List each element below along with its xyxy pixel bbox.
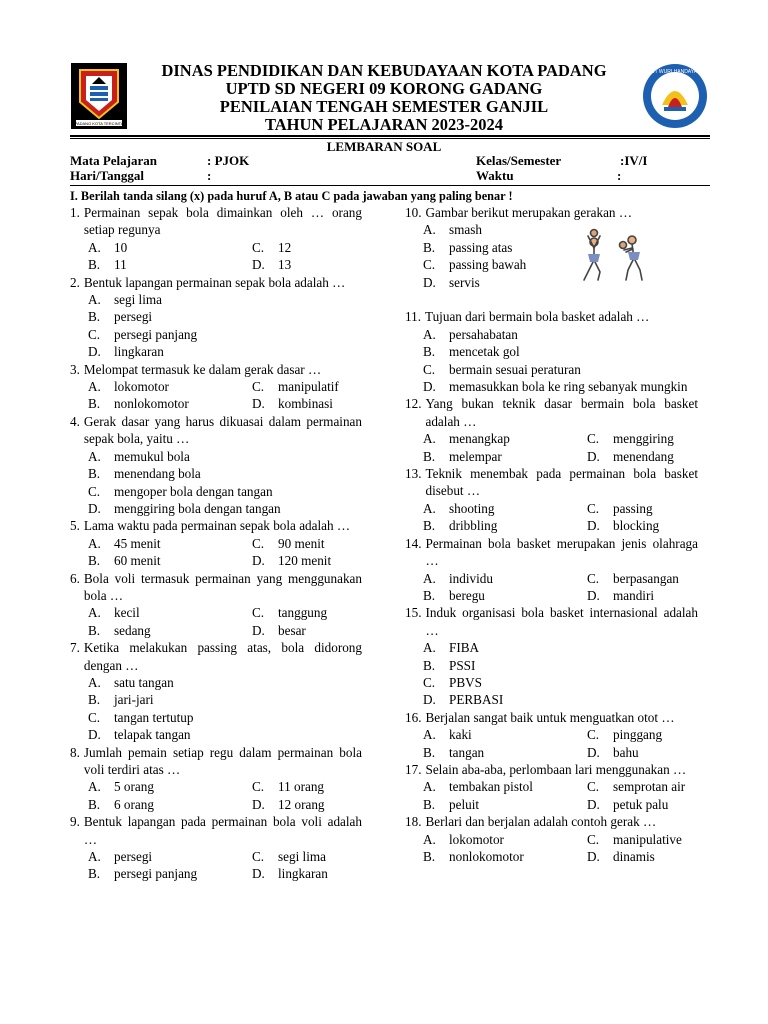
question-number: 9. bbox=[70, 814, 80, 830]
option-letter: D. bbox=[252, 553, 265, 569]
option-letter: D. bbox=[252, 396, 265, 412]
option-letter: C. bbox=[423, 361, 436, 377]
option-letter: D. bbox=[587, 744, 600, 760]
class-label: Kelas/Semester bbox=[476, 153, 562, 168]
date-value: : bbox=[207, 168, 212, 183]
question-item bbox=[70, 813, 362, 883]
option-text: segi lima bbox=[114, 292, 162, 308]
option-text: bahu bbox=[613, 744, 639, 760]
option-text: pinggang bbox=[613, 727, 663, 743]
answer-option[interactable] bbox=[234, 552, 362, 569]
option-text: satu tangan bbox=[114, 674, 174, 690]
option-text: besar bbox=[278, 622, 306, 638]
option-text: telapak tangan bbox=[114, 727, 191, 743]
answer-option[interactable] bbox=[234, 622, 362, 639]
svg-text:PADANG KOTA TERCINTA: PADANG KOTA TERCINTA bbox=[74, 121, 124, 126]
option-text: menangkap bbox=[449, 431, 510, 447]
option-letter: D. bbox=[587, 448, 600, 464]
meta-divider bbox=[70, 185, 710, 186]
answer-option[interactable] bbox=[70, 326, 362, 343]
option-text: persegi panjang bbox=[114, 326, 198, 342]
answer-option[interactable] bbox=[234, 239, 362, 256]
answer-option[interactable] bbox=[70, 483, 362, 500]
option-letter: B. bbox=[423, 587, 436, 603]
sheet-title: LEMBARAN SOAL bbox=[326, 139, 442, 154]
question-item bbox=[405, 535, 698, 605]
option-text: mencetak gol bbox=[449, 344, 520, 360]
header-divider bbox=[70, 135, 710, 137]
answer-option[interactable] bbox=[405, 326, 698, 343]
question-item bbox=[70, 639, 362, 743]
question-stem: Jumlah pemain setiap regu dalam permainan bola voli terdiri atas … bbox=[83, 744, 362, 777]
option-letter: D. bbox=[252, 866, 265, 882]
question-stem: Bentuk lapangan permainan sepak bola adalah … bbox=[83, 274, 346, 290]
answer-option[interactable] bbox=[405, 500, 569, 517]
option-letter: B. bbox=[88, 396, 101, 412]
svg-text:TUT WURI HANDAYANI: TUT WURI HANDAYANI bbox=[647, 69, 703, 75]
answer-option[interactable] bbox=[405, 517, 569, 534]
option-letter: D. bbox=[587, 587, 600, 603]
option-text: manipulative bbox=[613, 831, 682, 847]
answer-option[interactable] bbox=[234, 796, 362, 813]
option-letter: C. bbox=[423, 674, 436, 690]
option-letter: C. bbox=[587, 727, 600, 743]
answer-option[interactable] bbox=[70, 848, 234, 865]
question-stem: Teknik menembak pada permainan bola basket disebut … bbox=[425, 466, 698, 499]
option-text: individu bbox=[449, 570, 493, 586]
answer-option[interactable] bbox=[405, 744, 569, 761]
option-text: PERBASI bbox=[449, 692, 504, 708]
questions-right-column bbox=[405, 204, 698, 865]
answer-option[interactable] bbox=[405, 430, 569, 447]
answer-option[interactable] bbox=[405, 378, 698, 395]
option-letter: A. bbox=[88, 448, 101, 464]
option-text: passing bawah bbox=[449, 257, 527, 273]
question-number: 14. bbox=[405, 535, 422, 551]
answer-option[interactable] bbox=[70, 239, 234, 256]
option-text: passing atas bbox=[449, 239, 513, 255]
option-letter: B. bbox=[423, 239, 436, 255]
option-text: persahabatan bbox=[449, 326, 518, 342]
option-letter: A. bbox=[88, 779, 101, 795]
option-letter: D. bbox=[423, 379, 436, 395]
option-letter: D. bbox=[88, 344, 101, 360]
option-letter: B. bbox=[88, 866, 101, 882]
question-number: 6. bbox=[70, 570, 80, 586]
option-text: menggiring bola dengan tangan bbox=[114, 500, 281, 516]
option-text: persegi bbox=[114, 849, 153, 865]
question-stem: Ketika melakukan passing atas, bola didorong dengan … bbox=[83, 640, 362, 673]
answer-option[interactable] bbox=[70, 378, 234, 395]
option-text: berpasangan bbox=[613, 570, 679, 586]
question-item bbox=[405, 709, 698, 761]
option-text: persegi panjang bbox=[114, 866, 198, 882]
question-number: 4. bbox=[70, 413, 80, 429]
question-stem: Selain aba-aba, perlombaan lari menggunakan … bbox=[425, 761, 687, 777]
answer-option[interactable] bbox=[569, 744, 698, 761]
question-number: 10. bbox=[405, 205, 422, 220]
question-item bbox=[70, 361, 362, 413]
option-letter: C. bbox=[252, 849, 265, 865]
option-text: mengoper bola dengan tangan bbox=[114, 483, 273, 499]
answer-option[interactable] bbox=[70, 691, 362, 708]
option-text: 11 bbox=[114, 257, 127, 273]
header-exam: PENILAIAN TENGAH SEMESTER GANJIL bbox=[219, 97, 549, 116]
answer-option[interactable] bbox=[70, 865, 234, 882]
answer-option[interactable] bbox=[569, 500, 698, 517]
answer-option[interactable] bbox=[569, 570, 698, 587]
answer-option[interactable] bbox=[405, 848, 569, 865]
option-text: nonlokomotor bbox=[114, 396, 189, 412]
option-text: 12 bbox=[278, 239, 292, 255]
option-letter: C. bbox=[252, 379, 265, 395]
option-letter: A. bbox=[423, 831, 436, 847]
answer-option[interactable] bbox=[234, 848, 362, 865]
question-stem: Yang bukan teknik dasar bermain bola basket adalah … bbox=[425, 396, 698, 429]
option-text: passing bbox=[613, 500, 653, 516]
question-number: 11. bbox=[405, 309, 421, 325]
time-value: : bbox=[617, 168, 622, 183]
option-text: 13 bbox=[278, 257, 292, 273]
question-stem: Berlari dan berjalan adalah contoh gerak … bbox=[425, 814, 657, 830]
option-letter: D. bbox=[587, 518, 600, 534]
option-letter: C. bbox=[88, 326, 101, 342]
option-text: 12 orang bbox=[278, 796, 325, 812]
option-text: blocking bbox=[613, 518, 660, 534]
answer-option[interactable] bbox=[70, 726, 362, 743]
answer-option[interactable] bbox=[405, 778, 569, 795]
date-label: Hari/Tanggal bbox=[70, 168, 144, 183]
answer-option[interactable] bbox=[70, 709, 362, 726]
option-text: 11 orang bbox=[278, 779, 325, 795]
answer-option[interactable] bbox=[70, 395, 234, 412]
option-letter: B. bbox=[423, 518, 436, 534]
answer-option[interactable] bbox=[234, 378, 362, 395]
answer-option[interactable] bbox=[70, 448, 362, 465]
option-text: menendang bbox=[613, 448, 674, 464]
answer-option[interactable] bbox=[70, 622, 234, 639]
class-value: :IV/I bbox=[620, 153, 648, 168]
question-stem: Permainan sepak bola dimainkan oleh … orang setiap regunya bbox=[83, 205, 362, 238]
option-letter: C. bbox=[423, 257, 436, 273]
question-stem: Gerak dasar yang harus dikuasai dalam permainan sepak bola, yaitu … bbox=[83, 413, 362, 447]
answer-option[interactable] bbox=[70, 465, 362, 482]
option-text: lokomotor bbox=[114, 379, 169, 395]
question-number: 12. bbox=[405, 396, 422, 412]
option-letter: B. bbox=[88, 692, 101, 708]
option-letter: B. bbox=[423, 849, 436, 865]
option-letter: A. bbox=[423, 222, 436, 238]
question-stem: Gambar berikut merupakan gerakan … bbox=[425, 205, 633, 220]
header-agency: DINAS PENDIDIKAN DAN KEBUDAYAAN KOTA PADANG bbox=[161, 61, 607, 80]
question-item bbox=[405, 308, 698, 395]
option-letter: B. bbox=[423, 448, 436, 464]
question-stem: Permainan bola basket merupakan jenis olahraga … bbox=[425, 535, 698, 569]
answer-option[interactable] bbox=[70, 256, 234, 273]
document-header bbox=[0, 58, 768, 138]
option-text: 6 orang bbox=[114, 796, 154, 812]
answer-option[interactable] bbox=[569, 778, 698, 795]
option-text: memasukkan bola ke ring sebanyak mungkin bbox=[449, 379, 688, 395]
option-text: lokomotor bbox=[449, 831, 504, 847]
answer-option[interactable] bbox=[405, 726, 569, 743]
option-letter: A. bbox=[423, 570, 436, 586]
answer-option[interactable] bbox=[569, 796, 698, 813]
answer-option[interactable] bbox=[405, 587, 569, 604]
question-number: 8. bbox=[70, 744, 80, 760]
question-stem: Tujuan dari bermain bola basket adalah … bbox=[425, 309, 650, 325]
answer-option[interactable] bbox=[70, 552, 234, 569]
option-letter: A. bbox=[88, 605, 101, 621]
answer-option[interactable] bbox=[234, 778, 362, 795]
option-text: PBVS bbox=[449, 674, 482, 690]
option-text: 120 menit bbox=[278, 553, 332, 569]
option-text: 45 menit bbox=[114, 535, 161, 551]
option-text: 5 orang bbox=[114, 779, 154, 795]
option-text: dinamis bbox=[613, 849, 655, 865]
answer-option[interactable] bbox=[569, 587, 698, 604]
answer-option[interactable] bbox=[405, 796, 569, 813]
answer-option[interactable] bbox=[70, 343, 362, 360]
option-letter: D. bbox=[252, 257, 265, 273]
answer-option[interactable] bbox=[569, 848, 698, 865]
answer-option[interactable] bbox=[405, 691, 698, 708]
option-text: jari-jari bbox=[114, 692, 154, 708]
option-letter: A. bbox=[423, 431, 436, 447]
question-number: 15. bbox=[405, 605, 422, 621]
option-letter: A. bbox=[88, 239, 101, 255]
question-number: 3. bbox=[70, 361, 80, 377]
question-number: 7. bbox=[70, 640, 80, 656]
time-label: Waktu bbox=[476, 168, 514, 183]
answer-option[interactable] bbox=[70, 778, 234, 795]
question-item bbox=[70, 413, 362, 517]
option-letter: D. bbox=[88, 500, 101, 516]
question-item bbox=[70, 204, 362, 274]
answer-option[interactable] bbox=[405, 361, 698, 378]
answer-option[interactable] bbox=[234, 865, 362, 882]
option-text: 60 menit bbox=[114, 553, 161, 569]
answer-option[interactable] bbox=[569, 430, 698, 447]
option-text: dribbling bbox=[449, 518, 498, 534]
question-number: 18. bbox=[405, 814, 422, 830]
option-letter: C. bbox=[88, 483, 101, 499]
option-letter: C. bbox=[587, 570, 600, 586]
option-text: memukul bola bbox=[114, 448, 190, 464]
answer-option[interactable] bbox=[405, 570, 569, 587]
answer-option[interactable] bbox=[405, 343, 698, 360]
answer-option[interactable] bbox=[234, 395, 362, 412]
answer-option[interactable] bbox=[234, 535, 362, 552]
option-text: kecil bbox=[114, 605, 140, 621]
option-text: PSSI bbox=[449, 657, 476, 673]
option-letter: A. bbox=[88, 674, 101, 690]
question-stem: Lama waktu pada permainan sepak bola adalah … bbox=[83, 518, 351, 534]
option-letter: B. bbox=[423, 744, 436, 760]
question-number: 2. bbox=[70, 274, 80, 290]
option-text: petuk palu bbox=[613, 796, 669, 812]
question-item bbox=[405, 761, 698, 813]
option-letter: D. bbox=[88, 727, 101, 743]
option-text: tangan bbox=[449, 744, 485, 760]
option-text: tanggung bbox=[278, 605, 328, 621]
answer-option[interactable] bbox=[405, 831, 569, 848]
question-item bbox=[70, 274, 362, 361]
option-text: tembakan pistol bbox=[449, 779, 533, 795]
question-item bbox=[405, 604, 698, 708]
option-text: nonlokomotor bbox=[449, 849, 524, 865]
answer-option[interactable] bbox=[70, 796, 234, 813]
question-item bbox=[70, 744, 362, 814]
option-text: shooting bbox=[449, 500, 495, 516]
answer-option[interactable] bbox=[234, 604, 362, 621]
option-text: lingkaran bbox=[278, 866, 328, 882]
option-letter: C. bbox=[252, 535, 265, 551]
answer-option[interactable] bbox=[70, 500, 362, 517]
answer-option[interactable] bbox=[405, 674, 698, 691]
answer-option[interactable] bbox=[70, 535, 234, 552]
subject-label: Mata Pelajaran bbox=[70, 153, 158, 168]
option-letter: A. bbox=[88, 535, 101, 551]
question-item bbox=[70, 570, 362, 640]
question-stem: Melompat termasuk ke dalam gerak dasar … bbox=[83, 361, 322, 377]
option-letter: D. bbox=[423, 692, 436, 708]
question-item bbox=[70, 517, 362, 569]
option-text: peluit bbox=[449, 796, 480, 812]
answer-option[interactable] bbox=[405, 639, 698, 656]
option-letter: C. bbox=[587, 779, 600, 795]
answer-option[interactable] bbox=[569, 517, 698, 534]
answer-option[interactable] bbox=[569, 448, 698, 465]
option-text: sedang bbox=[114, 622, 151, 638]
option-letter: A. bbox=[88, 379, 101, 395]
header-year: TAHUN PELAJARAN 2023-2024 bbox=[264, 115, 504, 134]
option-text: beregu bbox=[449, 587, 485, 603]
option-letter: A. bbox=[423, 727, 436, 743]
option-text: kaki bbox=[449, 727, 472, 743]
option-letter: B. bbox=[88, 466, 101, 482]
volleyball-players-illustration bbox=[576, 228, 660, 284]
option-letter: A. bbox=[88, 292, 101, 308]
option-letter: C. bbox=[88, 709, 101, 725]
option-letter: A. bbox=[423, 500, 436, 516]
answer-option[interactable] bbox=[70, 604, 234, 621]
option-letter: C. bbox=[252, 605, 265, 621]
option-letter: B. bbox=[88, 309, 101, 325]
option-text: melempar bbox=[449, 448, 502, 464]
option-letter: B. bbox=[88, 553, 101, 569]
question-number: 5. bbox=[70, 518, 80, 534]
option-text: FIBA bbox=[449, 640, 480, 656]
option-text: menendang bola bbox=[114, 466, 201, 482]
question-stem: Bola voli termasuk permainan yang menggunakan bola … bbox=[83, 570, 362, 603]
answer-option[interactable] bbox=[70, 674, 362, 691]
question-item bbox=[405, 395, 698, 465]
option-letter: C. bbox=[587, 831, 600, 847]
question-number: 16. bbox=[405, 709, 422, 725]
option-text: semprotan air bbox=[613, 779, 686, 795]
answer-option[interactable] bbox=[569, 831, 698, 848]
subject-value: : PJOK bbox=[207, 153, 250, 168]
option-text: segi lima bbox=[278, 849, 326, 865]
instruction-text: I. Berilah tanda silang (x) pada huruf A, B atau C pada jawaban yang paling benar ! bbox=[70, 189, 513, 203]
option-letter: B. bbox=[88, 796, 101, 812]
option-text: servis bbox=[449, 274, 480, 290]
option-letter: B. bbox=[88, 257, 101, 273]
option-text: 90 menit bbox=[278, 535, 325, 551]
option-letter: D. bbox=[252, 796, 265, 812]
question-stem: Bentuk lapangan pada permainan bola voli adalah … bbox=[83, 814, 362, 847]
answer-option[interactable] bbox=[405, 657, 698, 674]
questions-left-column bbox=[70, 204, 362, 883]
option-letter: A. bbox=[423, 779, 436, 795]
option-letter: B. bbox=[423, 657, 436, 673]
option-letter: B. bbox=[423, 796, 436, 812]
option-letter: A. bbox=[88, 849, 101, 865]
answer-option[interactable] bbox=[234, 256, 362, 273]
option-text: mandiri bbox=[613, 587, 655, 603]
option-letter: C. bbox=[587, 500, 600, 516]
question-item bbox=[405, 465, 698, 535]
option-text: persegi bbox=[114, 309, 153, 325]
question-item bbox=[405, 813, 698, 865]
question-stem: Berjalan sangat baik untuk menguatkan otot … bbox=[425, 709, 675, 725]
header-school: UPTD SD NEGERI 09 KORONG GADANG bbox=[225, 79, 543, 98]
option-letter: A. bbox=[423, 640, 436, 656]
question-number: 1. bbox=[70, 205, 80, 220]
answer-option[interactable] bbox=[569, 726, 698, 743]
option-letter: D. bbox=[587, 849, 600, 865]
option-letter: B. bbox=[88, 622, 101, 638]
option-text: bermain sesuai peraturan bbox=[449, 361, 581, 377]
option-text: lingkaran bbox=[114, 344, 164, 360]
option-letter: D. bbox=[423, 274, 436, 290]
option-letter: D. bbox=[587, 796, 600, 812]
option-letter: C. bbox=[252, 779, 265, 795]
answer-option[interactable] bbox=[70, 308, 362, 325]
answer-option[interactable] bbox=[70, 291, 362, 308]
option-letter: C. bbox=[252, 239, 265, 255]
answer-option[interactable] bbox=[405, 448, 569, 465]
question-number: 17. bbox=[405, 761, 422, 777]
option-text: kombinasi bbox=[278, 396, 333, 412]
question-stem: Induk organisasi bola basket internasional adalah … bbox=[425, 605, 698, 638]
option-text: menggiring bbox=[613, 431, 674, 447]
option-text: manipulatif bbox=[278, 379, 339, 395]
option-letter: C. bbox=[587, 431, 600, 447]
option-letter: D. bbox=[252, 622, 265, 638]
option-text: smash bbox=[449, 222, 482, 238]
option-text: 10 bbox=[114, 239, 128, 255]
option-letter: A. bbox=[423, 326, 436, 342]
question-number: 13. bbox=[405, 466, 422, 482]
option-text: tangan tertutup bbox=[114, 709, 194, 725]
option-letter: B. bbox=[423, 344, 436, 360]
